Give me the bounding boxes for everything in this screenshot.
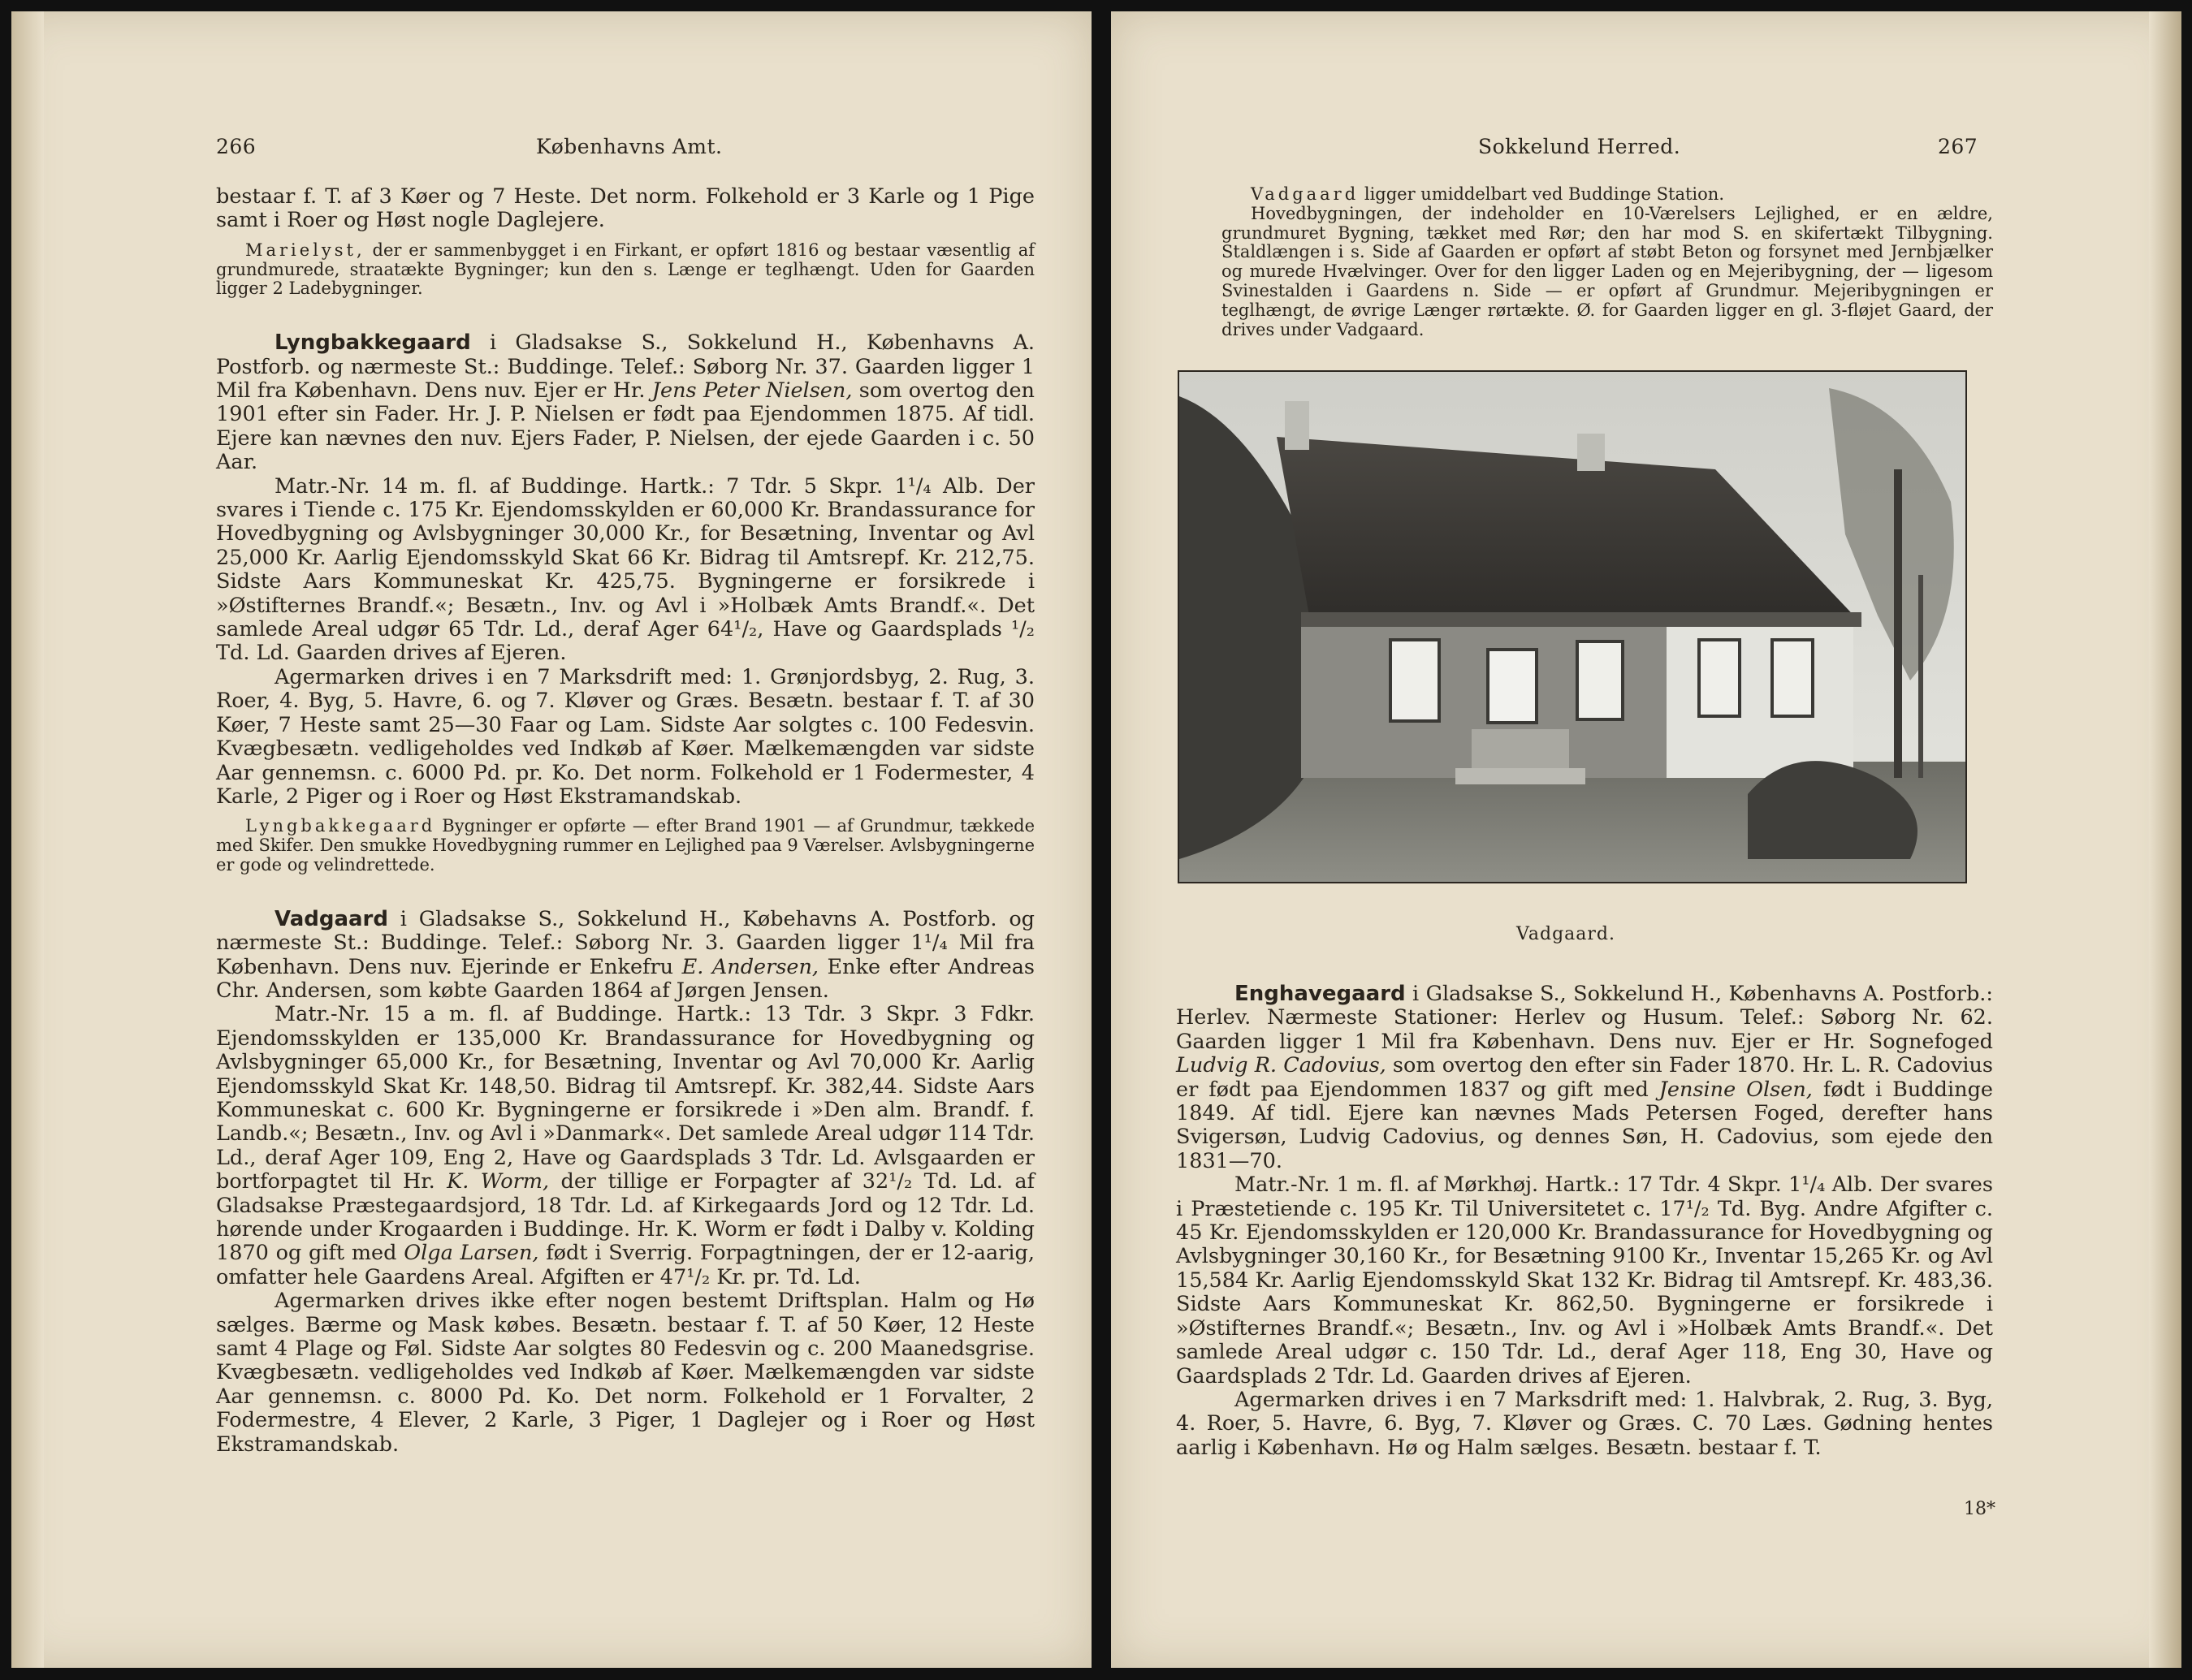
vadgaard-note-line [1221,185,1993,205]
lyngbakkegaard-title: Lyngbakkegaard [275,330,471,356]
enghavegaard-text-a: i Gladsakse S., Sokkelund H., Københavns A. Postforb.: Herlev. Nærmeste Stationer: Herlev og Husum. Telef.: Søborg Nr. 62. Gaarden ligger 1 Mil fra København. Dens nuv. Ejer er Hr. Sognefoged [1176,982,1993,1054]
lyngbakkegaard-owner: Jens Peter Nielsen, [651,378,853,404]
page-number: 267 [1938,135,1978,158]
enghavegaard-title: Enghavegaard [1234,982,1406,1006]
marielyst-note [216,241,1035,299]
vadgaard-matr-b: der tillige er Forpagter af 32¹/₂ Td. Ld. af Gladsakse Præstegaardsjord, 18 Tdr. Ld. af Kirkegaards Jord og 12 Tdr. Ld. hørende under Krogaarden i Buddinge. Hr. K. Worm er født i Dalby v. Kolding 1870 og gift med [216,1169,1035,1266]
vadgaard-matr-a: Matr.-Nr. 15 a m. fl. af Buddinge. Hartk.: 13 Tdr. 3 Skpr. 3 Fdkr. Ejendomsskylden er 135,000 Kr. Brandassurance for Hovedbygning og Avlsbygninger 65,000 Kr., for Besætning, Inventar og Avl 70,000 Kr. Aarlig Ejendomsskyld Skat Kr. 148,50. Bidrag til Amtsrepf. Kr. 382,44. Sidste Aars Kommuneskat c. 600 Kr. Bygningerne er forsikrede i »Den alm. Brandf. f. Landb.«; Besætn., Inv. og Avl i »Danmark«. Det samlede Areal udgør 114 Tdr. Ld., deraf Ager 109, Eng 2, Have og Gaardsplads 3 Tdr. Ld. Avlsgaarden er bortforpagtet til Hr. [216,1002,1035,1194]
enghavegaard-text-c: født i Buddinge 1849. Af tidl. Ejere kan nævnes Mads Petersen Foged, derefter hans Svigersøn, Ludvig Cadovius, og dennes Søn, H. Cadovius, som ejede den 1831—70. [1176,1077,1993,1173]
lyngbakkegaard-note-text: Bygninger er opførte — efter Brand 1901 — af Grundmur, tækkede med Skifer. Den smukke Hovedbygning rummer en Lejlighed paa 9 Værelser. Avlsbygningerne er gode og velindrettede. [216,816,1035,875]
left-page [11,11,1092,1668]
lyngbakkegaard-matr: Matr.-Nr. 14 m. fl. af Buddinge. Hartk.: 7 Tdr. 5 Skpr. 1¹/₄ Alb. Der svares i Tiende c. 175 Kr. Ejendomsskylden er 60,000 Kr. Brandassurance for Hovedbygning og Avlsbygninger 30,000 Kr., for Besætning, Inventar og Avl 25,000 Kr. Aarlig Ejendomsskyld Skat 66 Kr. Bidrag til Amtsrepf. Kr. 212,75. Sidste Aars Kommuneskat Kr. 425,75. Bygningerne er forsikrede i »Østifternes Brandf.«; Besætn., Inv. og Avl i »Holbæk Amts Brandf.«. Det samlede Areal udgør 65 Tdr. Ld., deraf Ager 64¹/₂, Have og Gaardsplads ¹/₂ Td. Ld. Gaarden drives af Ejeren. [216,473,1035,666]
lyngbakkegaard-agermark: Agermarken drives i en 7 Marksdrift med: 1. Grønjordsbyg, 2. Rug, 3. Roer, 4. Byg, 5. Havre, 6. og 7. Kløver og Græs. Besætn. bestaar f. T. af 30 Køer, 7 Heste samt 25—30 Faar og Lam. Sidste Aar solgtes c. 100 Fedesvin. Kvægbesætn. vedligeholdes ved Indkøb af Køer. Mælkemængden var sidste Aar gennemsn. c. 6000 Pd. pr. Ko. Det norm. Folkehold er 1 Fodermester, 4 Karle, 2 Piger og i Roer og Høst Ekstramandskab. [216,664,1035,809]
page-edge-shadow [11,11,44,1668]
vadgaard-note-text: ligger umiddelbart ved Buddinge Station. [1359,184,1724,204]
enghavegaard-matr: Matr.-Nr. 1 m. fl. af Mørkhøj. Hartk.: 17 Tdr. 4 Skpr. 1¹/₄ Alb. Der svares i Præstetiende c. 195 Kr. Til Universitetet c. 17¹/₂ Td. Byg. Andre Afgifter c. 45 Kr. Ejendomsskylden er 120,000 Kr. Brandassurance for Hovedbygning og Avlsbygninger 30,160 Kr., for Besætning 9100 Kr., Inventar 15,265 Kr. og Avl 15,584 Kr. Aarlig Ejendomsskyld Skat 132 Kr. Bidrag til Amtsrepf. Kr. 483,36. Sidste Aars Kommuneskat Kr. 862,50. Bygningerne er forsikrede i »Østifternes Brandf.«; Besætn., Inv. og Avl i »Holbæk Amts Brandf.«. Det samlede Areal udgør c. 150 Tdr. Ld., deraf Ager 118, Eng 30, Have og Gaardsplads 2 Tdr. Ld. Gaarden drives af Ejeren. [1176,1173,1993,1388]
enghavegaard-owner: Ludvig R. Cadovius, [1176,1053,1386,1078]
page-number: 266 [216,135,257,158]
vadgaard-matr-c: født i Sverrig. Forpagtningen, der er 12-aarig, omfatter hele Gaardens Areal. Afgiften er 47¹/₂ Kr. pr. Td. Ld. [216,1241,1035,1289]
vadgaard-text-a: i Gladsakse S., Sokkelund H., Købehavns A. Postforb. og nærmeste St.: Buddinge. Telef.: Søborg Nr. 3. Gaarden ligger 1¹/₄ Mil fra København. Dens nuv. Ejerinde er Enkefru [216,906,1035,979]
enghavegaard-wife: Jensine Olsen, [1658,1077,1813,1102]
photo-caption: Vadgaard. [1516,924,1615,944]
lyngbakkegaard-note-name: Lyngbakkegaard [245,816,436,836]
intro-paragraph: bestaar f. T. af 3 Køer og 7 Heste. Det norm. Folkehold er 3 Karle og 1 Pige samt i Roer og Høst nogle Daglejere. [216,184,1035,233]
running-head: Københavns Amt. [536,135,723,158]
vadgaard-note [1221,185,1993,339]
page-edge-shadow [2149,11,2181,1668]
enghavegaard-intro [1176,983,1993,1173]
enghavegaard-text-b: som overtog den efter sin Fader 1870. Hr. L. R. Cadovius er født paa Ejendommen 1837 og gift med [1176,1053,1993,1102]
vadgaard-matr [216,1003,1035,1289]
lyngbakkegaard-note [216,817,1035,875]
vadgaard-wife: Olga Larsen, [404,1241,539,1266]
right-text-column [1176,983,1993,1460]
lyngbakkegaard-text-b: som overtog den 1901 efter sin Fader. Hr. J. P. Nielsen er født paa Ejendommen 1875. Af tidl. Ejere kan nævnes den nuv. Ejers Fader, P. Nielsen, der ejede Gaarden i c. 50 Aar. [216,378,1035,475]
vadgaard-note-name: Vadgaard [1251,184,1360,204]
lyngbakkegaard-text-a: i Gladsakse S., Sokkelund H., Københavns A. Postforb. og nærmeste St.: Buddinge. Telef.: Søborg Nr. 37. Gaarden ligger 1 Mil fra København. Dens nuv. Ejer er Hr. [216,330,1035,404]
vadgaard-agermark: Agermarken drives ikke efter nogen bestemt Driftsplan. Halm og Hø sælges. Bærme og Mask købes. Besætn. bestaar f. T. af 50 Køer, 12 Heste samt 4 Plage og Føl. Sidste Aar solgtes 80 Fedesvin og c. 200 Maanedsgrise. Kvægbesætn. vedligeholdes ved Indkøb af Køer. Mælkemængden var sidste Aar gennemsn. c. 8000 Pd. Ko. Det norm. Folkehold er 1 Forvalter, 2 Fodermestre, 4 Elever, 2 Karle, 3 Piger, 1 Daglejer og i Roer og Høst Ekstramandskab. [216,1289,1035,1457]
farmhouse-image [1179,372,1965,882]
vadgaard-intro [216,908,1035,1004]
left-text-column [216,185,1035,1457]
vadgaard-note-body: Hovedbygningen, der indeholder en 10-Værelsers Lejlighed, er en ældre, grundmuret Bygning, tækket med Rør; den har mod S. en skifertækt Tilbygning. Staldlængen i s. Side af Gaarden er opført af støbt Beton og forsynet med Jernbjælker og murede Hvælvinger. Over for den ligger Laden og en Mejeribygning, der — ligesom Svinestalden i Gaardens n. Side — er opført af Grundmur. Mejeribygningen er teglhængt, de øvrige Længer rørtækte. Ø. for Gaarden ligger en gl. 3-fløjet Gaard, der drives under Vadgaard. [1221,203,1993,339]
vadgaard-photo [1178,370,1967,883]
vadgaard-title: Vadgaard [275,906,388,931]
signature-mark: 18* [1964,1499,1995,1519]
marielyst-text: der er sammenbygget i en Firkant, er opført 1816 og bestaar væsentlig af grundmurede, straatækte Bygninger; kun den s. Længe er teglhængt. Uden for Gaarden ligger 2 Ladebygninger. [216,240,1035,299]
enghavegaard-agermark: Agermarken drives i en 7 Marksdrift med: 1. Halvbrak, 2. Rug, 3. Byg, 4. Roer, 5. Havre, 6. Byg, 7. Kløver og Græs. C. 70 Læs. Gødning hentes aarlig i København. Hø og Halm sælges. Besætn. bestaar f. T. [1176,1387,1993,1460]
vadgaard-owner: E. Andersen, [681,954,819,979]
vadgaard-text-b: Enke efter Andreas Chr. Andersen, som købte Gaarden 1864 af Jørgen Jensen. [216,954,1035,1003]
running-head: Sokkelund Herred. [1478,135,1681,158]
marielyst-name: Marielyst, [245,240,365,260]
right-page [1111,11,2181,1668]
lyngbakkegaard-intro [216,331,1035,474]
vadgaard-tenant: K. Worm, [447,1169,550,1194]
